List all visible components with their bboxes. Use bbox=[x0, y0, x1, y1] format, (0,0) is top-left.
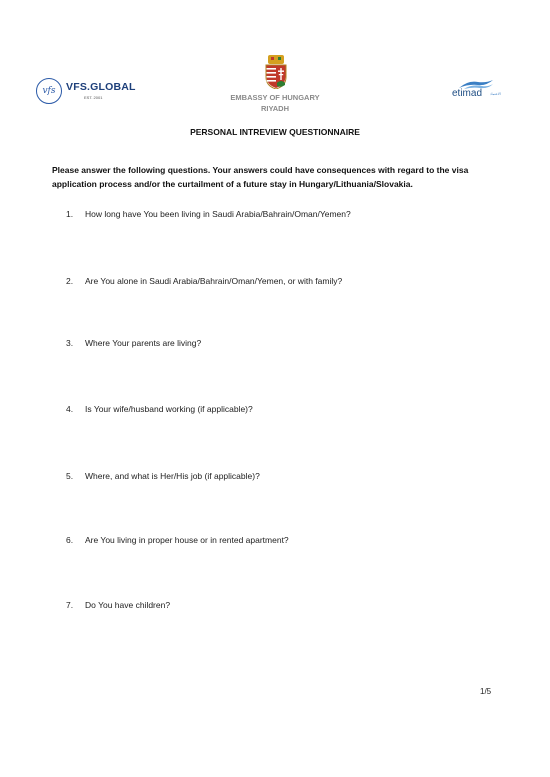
vfs-logo-text: VFS.GLOBAL bbox=[66, 81, 136, 93]
question-text: Where Your parents are living? bbox=[85, 338, 202, 348]
question-item bbox=[66, 471, 486, 481]
embassy-city: RIYADH bbox=[260, 104, 290, 113]
question-number: 3. bbox=[66, 338, 74, 348]
question-item bbox=[66, 535, 486, 545]
question-text: Are You alone in Saudi Arabia/Bahrain/Oman/Yemen, or with family? bbox=[85, 276, 343, 286]
question-number: 6. bbox=[66, 535, 74, 545]
question-item bbox=[66, 276, 486, 286]
hungary-coat-of-arms-icon bbox=[263, 55, 289, 89]
document-title: PERSONAL INTREVIEW QUESTIONNAIRE bbox=[190, 127, 360, 137]
question-text: Is Your wife/husband working (if applicable)? bbox=[85, 404, 253, 414]
question-number: 2. bbox=[66, 276, 74, 286]
question-text: Are You living in proper house or in rented apartment? bbox=[85, 535, 289, 545]
question-number: 5. bbox=[66, 471, 74, 481]
vfs-global-logo bbox=[36, 78, 146, 106]
question-item bbox=[66, 209, 486, 219]
question-text: Where, and what is Her/His job (if applicable)? bbox=[85, 471, 260, 481]
etimad-logo-text: etimad bbox=[452, 88, 483, 99]
question-number: 7. bbox=[66, 600, 74, 610]
etimad-logo bbox=[450, 78, 520, 104]
embassy-heading bbox=[175, 92, 375, 114]
question-number: 1. bbox=[66, 209, 74, 219]
etimad-logo-arabic: الاعتماد bbox=[490, 92, 501, 96]
question-number: 4. bbox=[66, 404, 74, 414]
vfs-logo-mark: vfs bbox=[36, 78, 62, 104]
question-item bbox=[66, 600, 486, 610]
embassy-name: EMBASSY OF HUNGARY bbox=[230, 93, 320, 102]
page-number: 1/5 bbox=[480, 687, 492, 696]
question-text: How long have You been living in Saudi Arabia/Bahrain/Oman/Yemen? bbox=[85, 209, 351, 219]
question-item bbox=[66, 404, 486, 414]
question-text: Do You have children? bbox=[85, 600, 171, 610]
question-item bbox=[66, 338, 486, 348]
instructions-paragraph: Please answer the following questions. Your answers could have consequences with regard to the visa application process and/or the curtailment of a future stay in Hungary/Lithuania/Slovakia. bbox=[52, 165, 469, 189]
vfs-est-text: EST. 2001 bbox=[84, 95, 103, 100]
